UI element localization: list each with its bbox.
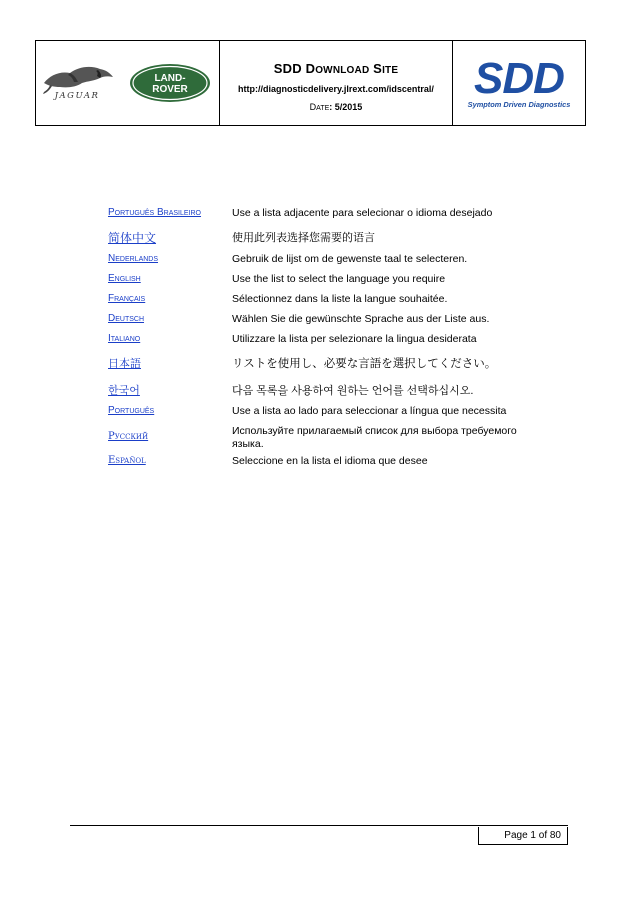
language-list	[108, 207, 528, 475]
footer-divider	[70, 825, 568, 826]
landrover-text-line2: ROVER	[152, 84, 188, 95]
sdd-logo-cell	[453, 41, 585, 125]
language-instruction: Wählen Sie die gewünschte Sprache aus der Liste aus.	[232, 313, 490, 325]
document-date: DATE: 5/2015	[309, 102, 363, 112]
language-link-pt[interactable]: Português	[108, 405, 155, 416]
page-number: Page 1 of 80	[478, 827, 568, 845]
language-row	[108, 405, 528, 425]
sdd-logo-icon	[467, 53, 571, 113]
language-row	[108, 253, 528, 273]
language-instruction: Use the list to select the language you require	[232, 273, 446, 285]
language-instruction: Use a lista ao lado para seleccionar a língua que necessita	[232, 405, 507, 417]
language-row	[108, 382, 528, 405]
site-url: http://diagnosticdelivery.jlrext.com/idscentral/	[238, 84, 434, 94]
language-row	[108, 273, 528, 293]
language-row	[108, 425, 528, 455]
language-row	[108, 229, 528, 253]
landrover-text-line1: LAND-	[154, 73, 186, 84]
brand-logos-cell	[36, 41, 220, 125]
language-link-zh[interactable]: 简体中文	[108, 231, 157, 245]
language-link-nl[interactable]: Nederlands	[108, 253, 159, 264]
language-instruction: Gebruik de lijst om de gewenste taal te selecteren.	[232, 253, 468, 265]
language-instruction: Utilizzare la lista per selezionare la lingua desiderata	[232, 333, 477, 345]
header-table	[35, 40, 586, 126]
language-instruction: Sélectionnez dans la liste la langue souhaitée.	[232, 293, 448, 305]
language-link-ru[interactable]: Русский	[108, 431, 149, 442]
jaguar-wordmark: JAGUAR	[54, 91, 100, 101]
language-instruction: 使用此列表选择您需要的语言	[232, 232, 375, 244]
page-title: SDD DOWNLOAD SITE	[273, 61, 399, 76]
language-instruction: リストを使用し、必要な言語を選択してください。	[232, 358, 497, 370]
sdd-logo-text: SDD	[474, 54, 564, 103]
language-instruction: Use a lista adjacente para selecionar o idioma desejado	[232, 207, 493, 219]
language-row	[108, 333, 528, 355]
title-cell	[220, 41, 453, 125]
language-link-ko[interactable]: 한국어	[108, 385, 140, 397]
language-instruction: Используйте прилагаемый список для выбора требуемого языка.	[232, 425, 517, 450]
language-link-pt-br[interactable]: Português Brasileiro	[108, 207, 202, 218]
language-link-es[interactable]: Español	[108, 455, 146, 466]
language-link-ja[interactable]: 日本語	[108, 358, 141, 370]
language-row	[108, 455, 528, 475]
language-instruction: Seleccione en la lista el idioma que desee	[232, 455, 428, 467]
language-row	[108, 313, 528, 333]
language-row	[108, 207, 528, 229]
language-link-en[interactable]: English	[108, 273, 141, 284]
language-link-fr[interactable]: Français	[108, 293, 146, 304]
language-row	[108, 293, 528, 313]
sdd-tagline: Symptom Driven Diagnostics	[467, 100, 571, 109]
language-row	[108, 355, 528, 382]
language-link-it[interactable]: Italiano	[108, 333, 141, 344]
land-rover-oval-icon	[129, 63, 211, 103]
language-link-de[interactable]: Deutsch	[108, 313, 145, 324]
language-instruction: 다음 목록을 사용하여 원하는 언어를 선택하십시오.	[232, 385, 474, 397]
